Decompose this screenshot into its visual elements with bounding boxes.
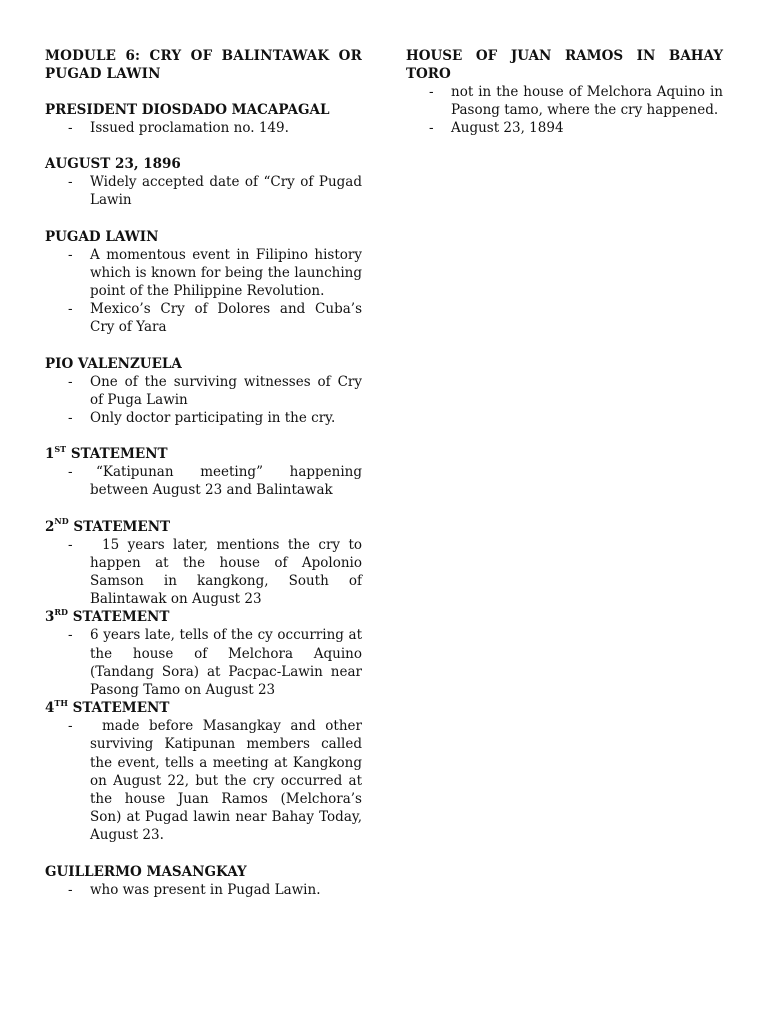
section-pugad-lawin bbox=[45, 228, 362, 337]
right-column bbox=[406, 47, 723, 156]
left-column bbox=[45, 47, 362, 917]
bullet-text: August 23, 1894 bbox=[451, 120, 564, 137]
list-item bbox=[45, 536, 362, 609]
heading-word: STATEMENT bbox=[68, 518, 171, 535]
bullet-marker: - bbox=[429, 84, 434, 100]
heading-number: 2 bbox=[45, 518, 55, 535]
heading-number: 1 bbox=[45, 446, 55, 463]
section-august-1896 bbox=[45, 155, 362, 209]
list-item bbox=[45, 881, 362, 899]
bullet-text: One of the surviving witnesses of Cry of Puga Lawin bbox=[90, 373, 362, 408]
bullet-list bbox=[406, 83, 723, 138]
list-item bbox=[406, 83, 723, 119]
section-statement-2 bbox=[45, 518, 362, 609]
section-statement-1 bbox=[45, 445, 362, 499]
section-heading: PUGAD LAWIN bbox=[45, 228, 159, 245]
section-statement-4 bbox=[45, 699, 362, 844]
bullet-list bbox=[45, 536, 362, 609]
heading-number: 3 bbox=[45, 609, 55, 626]
bullet-text: who was present in Pugad Lawin. bbox=[90, 881, 321, 898]
bullet-text: not in the house of Melchora Aquino in Pasong tamo, where the cry happened. bbox=[451, 84, 723, 119]
list-item bbox=[45, 463, 362, 499]
bullet-text: 15 years later, mentions the cry to happen at the house of Apolonio Samson in kangkong, South of Balintawak on August 23 bbox=[90, 536, 362, 608]
bullet-marker: - bbox=[68, 120, 73, 136]
section-pio-valenzuela bbox=[45, 355, 362, 428]
bullet-list bbox=[45, 881, 362, 899]
heading-ordinal: ND bbox=[54, 516, 69, 527]
list-item bbox=[45, 246, 362, 301]
bullet-marker: - bbox=[68, 174, 73, 191]
bullet-text: made before Masangkay and other surviving Katipunan members called the event, tells a meeting at Kangkong on August 22, but the cry occurred at the house Juan Ramos (Melchora’s Son) at Pugad lawin near Bahay Today, August 23. bbox=[90, 718, 362, 844]
list-item bbox=[45, 119, 362, 137]
section-heading bbox=[45, 518, 362, 536]
heading-word: STATEMENT bbox=[67, 700, 170, 717]
bullet-text: Issued proclamation no. 149. bbox=[90, 120, 289, 136]
bullet-list bbox=[45, 119, 362, 137]
heading-number: 4 bbox=[45, 700, 55, 717]
bullet-text: Only doctor participating in the cry. bbox=[90, 410, 336, 427]
section-heading: PRESIDENT DIOSDADO MACAPAGAL bbox=[45, 102, 330, 118]
bullet-list bbox=[45, 173, 362, 209]
list-item bbox=[406, 119, 723, 137]
bullet-list bbox=[45, 246, 362, 337]
bullet-marker: - bbox=[68, 627, 73, 644]
section-macapagal bbox=[45, 101, 362, 137]
section-heading bbox=[45, 699, 362, 717]
section-heading: GUILLERMO MASANGKAY bbox=[45, 863, 247, 880]
section-heading bbox=[45, 445, 362, 463]
list-item bbox=[45, 300, 362, 336]
bullet-marker: - bbox=[68, 881, 73, 898]
bullet-list bbox=[45, 463, 362, 499]
section-juan-ramos bbox=[406, 47, 723, 138]
bullet-marker: - bbox=[68, 718, 73, 735]
bullet-list bbox=[45, 717, 362, 844]
bullet-marker: - bbox=[429, 120, 434, 137]
bullet-text: “Katipunan meeting” happening between August 23 and Balintawak bbox=[90, 464, 362, 499]
heading-ordinal: ST bbox=[54, 443, 67, 454]
section-heading: AUGUST 23, 1896 bbox=[45, 156, 181, 173]
bullet-marker: - bbox=[68, 536, 73, 553]
bullet-text: A momentous event in Filipino history which is known for being the launching point of the Philippine Revolution. bbox=[90, 246, 362, 300]
section-statement-3 bbox=[45, 608, 362, 699]
list-item bbox=[45, 373, 362, 409]
bullet-text: 6 years late, tells of the cy occurring at the house of Melchora Aquino (Tandang Sora) at Pacpac-Lawin near Pasong Tamo on August 23 bbox=[90, 627, 362, 699]
bullet-marker: - bbox=[68, 301, 73, 318]
list-item bbox=[45, 409, 362, 427]
section-heading: HOUSE OF JUAN RAMOS IN BAHAY TORO bbox=[406, 48, 723, 82]
bullet-text: Widely accepted date of “Cry of Pugad Lawin bbox=[90, 174, 362, 209]
module-section bbox=[45, 47, 362, 83]
list-item bbox=[45, 173, 362, 209]
bullet-list bbox=[45, 626, 362, 699]
heading-ordinal: RD bbox=[54, 606, 68, 617]
heading-word: STATEMENT bbox=[68, 609, 170, 626]
section-heading bbox=[45, 608, 362, 626]
bullet-marker: - bbox=[68, 410, 73, 427]
section-heading: PIO VALENZUELA bbox=[45, 355, 182, 372]
bullet-marker: - bbox=[68, 373, 73, 390]
list-item bbox=[45, 717, 362, 844]
bullet-marker: - bbox=[68, 464, 73, 481]
module-title: MODULE 6: CRY OF BALINTAWAK OR PUGAD LAWIN bbox=[45, 48, 362, 82]
section-guillermo-masangkay bbox=[45, 863, 362, 899]
heading-ordinal: TH bbox=[54, 697, 68, 708]
bullet-list bbox=[45, 373, 362, 428]
bullet-text: Mexico’s Cry of Dolores and Cuba’s Cry of Yara bbox=[90, 301, 362, 336]
bullet-marker: - bbox=[68, 246, 73, 263]
list-item bbox=[45, 626, 362, 699]
heading-word: STATEMENT bbox=[66, 446, 168, 463]
